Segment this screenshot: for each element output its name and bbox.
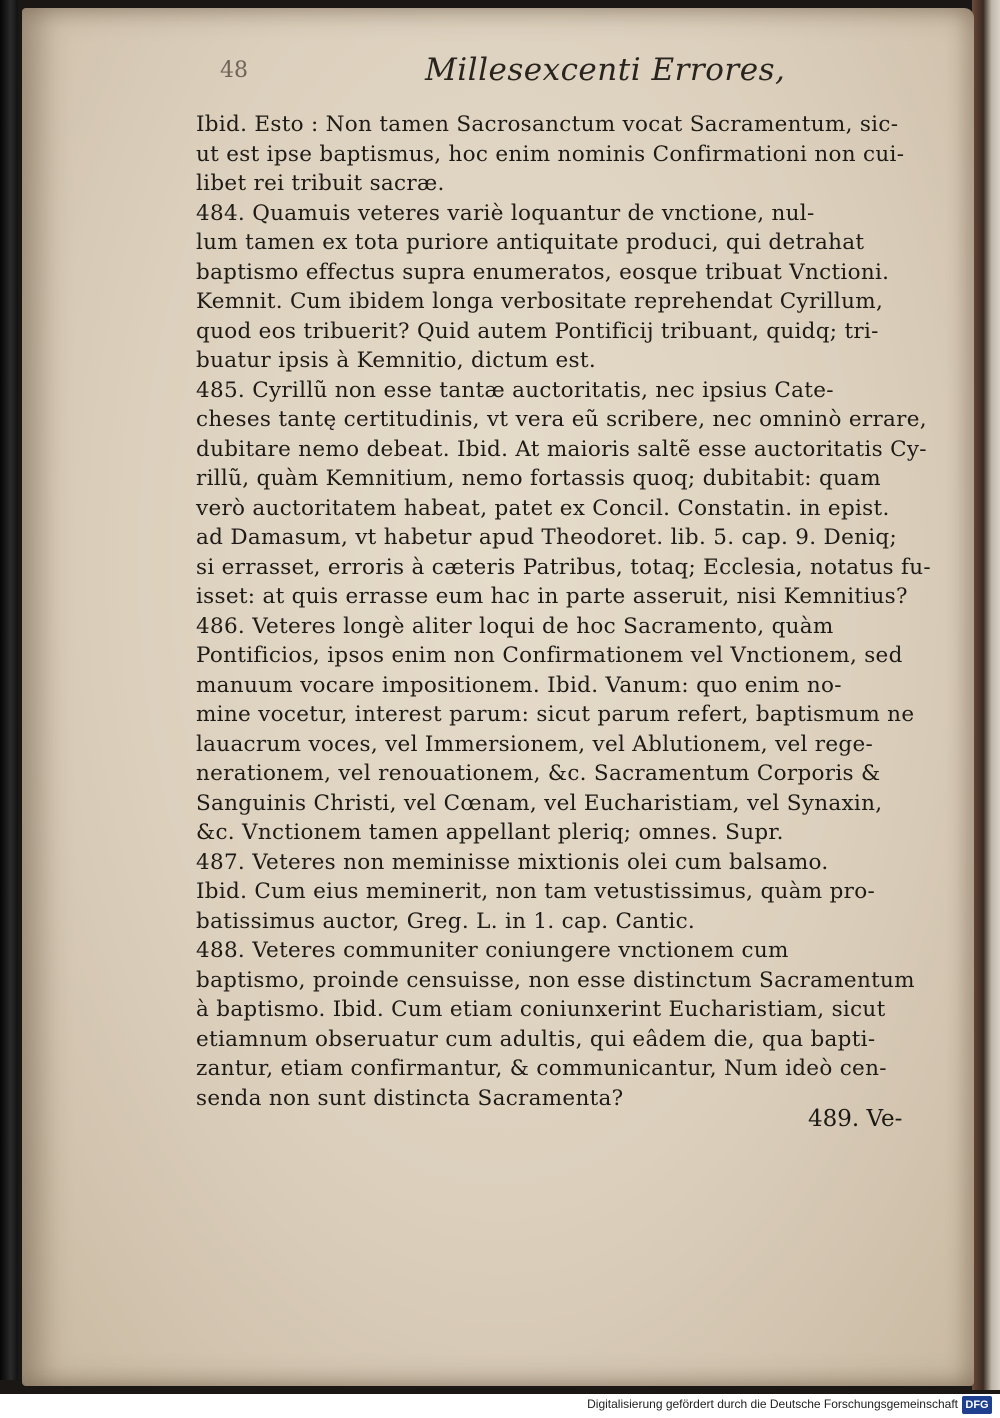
- page-edge: [972, 0, 1000, 1390]
- page-number: 48: [220, 58, 248, 83]
- text-line: batissimus auctor, Greg. L. in 1. cap. Cantic.: [196, 908, 696, 934]
- text-line: baptismo, proinde censuisse, non esse distinctum Sacramentum: [196, 967, 915, 993]
- text-line: &c. Vnctionem tamen appellant pleriq; omnes. Supr.: [196, 820, 784, 845]
- running-head: Millesexcenti Errores,: [425, 52, 786, 88]
- text-line: isset: at quis errasse eum hac in parte asseruit, nisi Kemnitius?: [196, 584, 908, 609]
- text-line: 485. Cyrillũ non esse tantæ auctoritatis, nec ipsius Cate-: [196, 377, 834, 403]
- text-line: à baptismo. Ibid. Cum etiam coniunxerint Eucharistiam, sicut: [196, 997, 886, 1022]
- text-line: baptismo effectus supra enumeratos, eosque tribuat Vnctioni.: [196, 259, 890, 285]
- text-line: cheses tantę certitudinis, vt vera eũ scribere, nec omninò errare,: [196, 407, 927, 432]
- text-line: verò auctoritatem habeat, patet ex Concil. Constatin. in epist.: [196, 495, 890, 521]
- text-line: ut est ipse baptismus, hoc enim nominis Confirmationi non cui-: [196, 141, 905, 167]
- dfg-logo-icon: DFG: [962, 1396, 992, 1414]
- text-line: lum tamen ex tota puriore antiquitate produci, qui detrahat: [196, 230, 865, 255]
- text-line: 486. Veteres longè aliter loqui de hoc Sacramento, quàm: [196, 613, 834, 639]
- text-line: rillũ, quàm Kemnitium, nemo fortassis quoq; dubitabit: quam: [196, 466, 881, 491]
- text-line: senda non sunt distincta Sacramenta?: [196, 1085, 624, 1111]
- text-line: quod eos tribuerit? Quid autem Pontificij tribuant, quidq; tri-: [196, 318, 879, 344]
- binding-edge: [0, 0, 18, 1380]
- text-line: si errasset, erroris à cæteris Patribus, totaq; Ecclesia, notatus fu-: [196, 554, 931, 580]
- text-line: Sanguinis Christi, vel Cœnam, vel Eucharistiam, vel Synaxin,: [196, 790, 883, 816]
- text-line: nerationem, vel renouationem, &c. Sacramentum Corporis &: [196, 761, 881, 786]
- text-line: etiamnum obseruatur cum adultis, qui eâdem die, qua bapti-: [196, 1026, 876, 1052]
- text-line: ad Damasum, vt habetur apud Theodoret. lib. 5. cap. 9. Deniq;: [196, 525, 898, 550]
- text-line: manuum vocare impositionem. Ibid. Vanum: quo enim no-: [196, 672, 842, 698]
- text-line: lauacrum voces, vel Immersionem, vel Ablutionem, vel rege-: [196, 731, 874, 757]
- catchword: 489. Ve-: [808, 1106, 903, 1132]
- text-line: mine vocetur, interest parum: sicut parum refert, baptismum ne: [196, 702, 915, 727]
- text-line: zantur, etiam confirmantur, & communicantur, Num ideò cen-: [196, 1056, 887, 1081]
- text-line: 484. Quamuis veteres variè loquantur de vnctione, nul-: [196, 200, 815, 226]
- text-line: 488. Veteres communiter coniungere vnctionem cum: [196, 938, 789, 963]
- text-line: Ibid. Cum eius meminerit, non tam vetustissimus, quàm pro-: [196, 879, 876, 904]
- text-line: Ibid. Esto : Non tamen Sacrosanctum vocat Sacramentum, sic-: [196, 112, 899, 137]
- text-line: Kemnit. Cum ibidem longa verbositate reprehendat Cyrillum,: [196, 289, 884, 314]
- text-line: 487. Veteres non meminisse mixtionis olei cum balsamo.: [196, 849, 829, 875]
- text-line: dubitare nemo debeat. Ibid. At maioris saltẽ esse auctoritatis Cy-: [196, 436, 927, 462]
- text-line: libet rei tribuit sacræ.: [196, 171, 445, 196]
- footer-bar: [0, 1394, 1000, 1418]
- funding-credit: Digitalisierung gefördert durch die Deutsche Forschungsgemeinschaft: [587, 1397, 958, 1411]
- text-line: Pontificios, ipsos enim non Confirmationem vel Vnctionem, sed: [196, 643, 903, 668]
- text-line: buatur ipsis à Kemnitio, dictum est.: [196, 348, 596, 373]
